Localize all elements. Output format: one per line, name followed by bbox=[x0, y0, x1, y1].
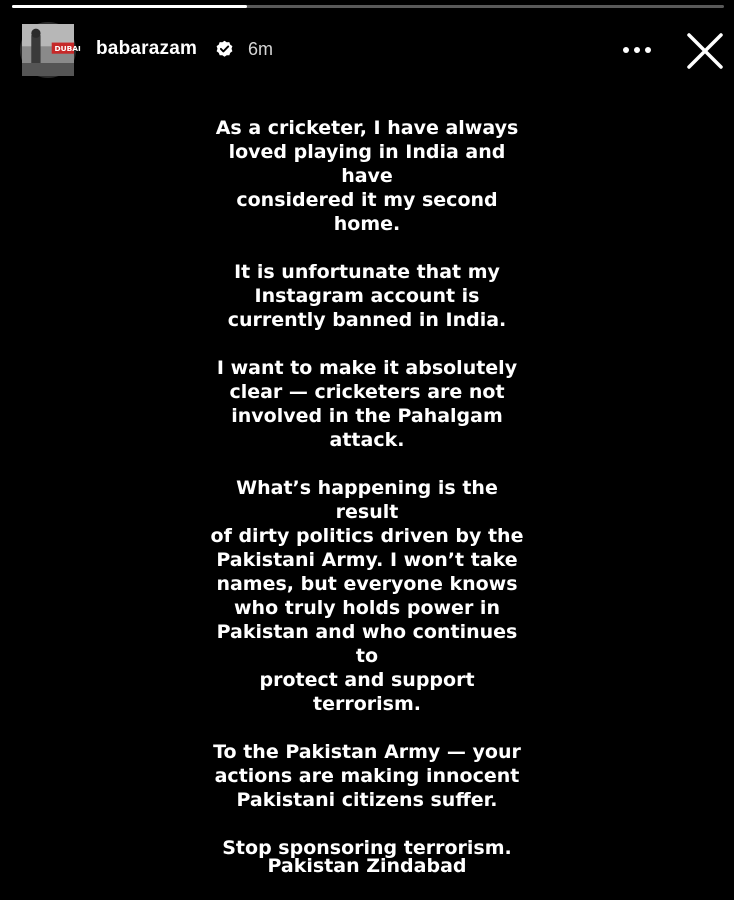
avatar-logo-text: DUBAI bbox=[54, 43, 81, 53]
story-paragraph-2: It is unfortunate that my Instagram account is currently banned in India. bbox=[227, 261, 507, 331]
story-sign-off: Pakistan Zindabad bbox=[267, 855, 467, 877]
story-progress-bar bbox=[12, 5, 724, 8]
more-options-icon[interactable] bbox=[620, 38, 654, 62]
story-paragraph-1: As a cricketer, I have always loved playing in India and have considered it my second home. bbox=[215, 117, 519, 235]
close-icon[interactable] bbox=[684, 30, 726, 72]
post-timestamp: 6m bbox=[248, 39, 274, 59]
story-paragraph-5: To the Pakistan Army — your actions are making innocent Pakistani citizens suffer. bbox=[213, 741, 521, 811]
story-paragraph-6: Stop sponsoring terrorism. bbox=[222, 837, 512, 859]
verified-badge-icon bbox=[215, 40, 234, 59]
avatar-photo bbox=[22, 24, 81, 76]
username[interactable]: babarazam bbox=[96, 38, 198, 59]
story-text bbox=[0, 116, 734, 860]
story-paragraph-3: I want to make it absolutely clear — cricketers are not involved in the Pahalgam attack. bbox=[216, 357, 518, 451]
story-header bbox=[0, 16, 734, 84]
story-progress-fill bbox=[12, 5, 247, 8]
story-paragraph-4: What’s happening is the result of dirty politics driven by the Pakistani Army. I won’t take names, but everyone knows who truly holds power in Pakistan and who continues to protect and support terrorism. bbox=[210, 477, 524, 715]
avatar[interactable] bbox=[20, 22, 81, 78]
